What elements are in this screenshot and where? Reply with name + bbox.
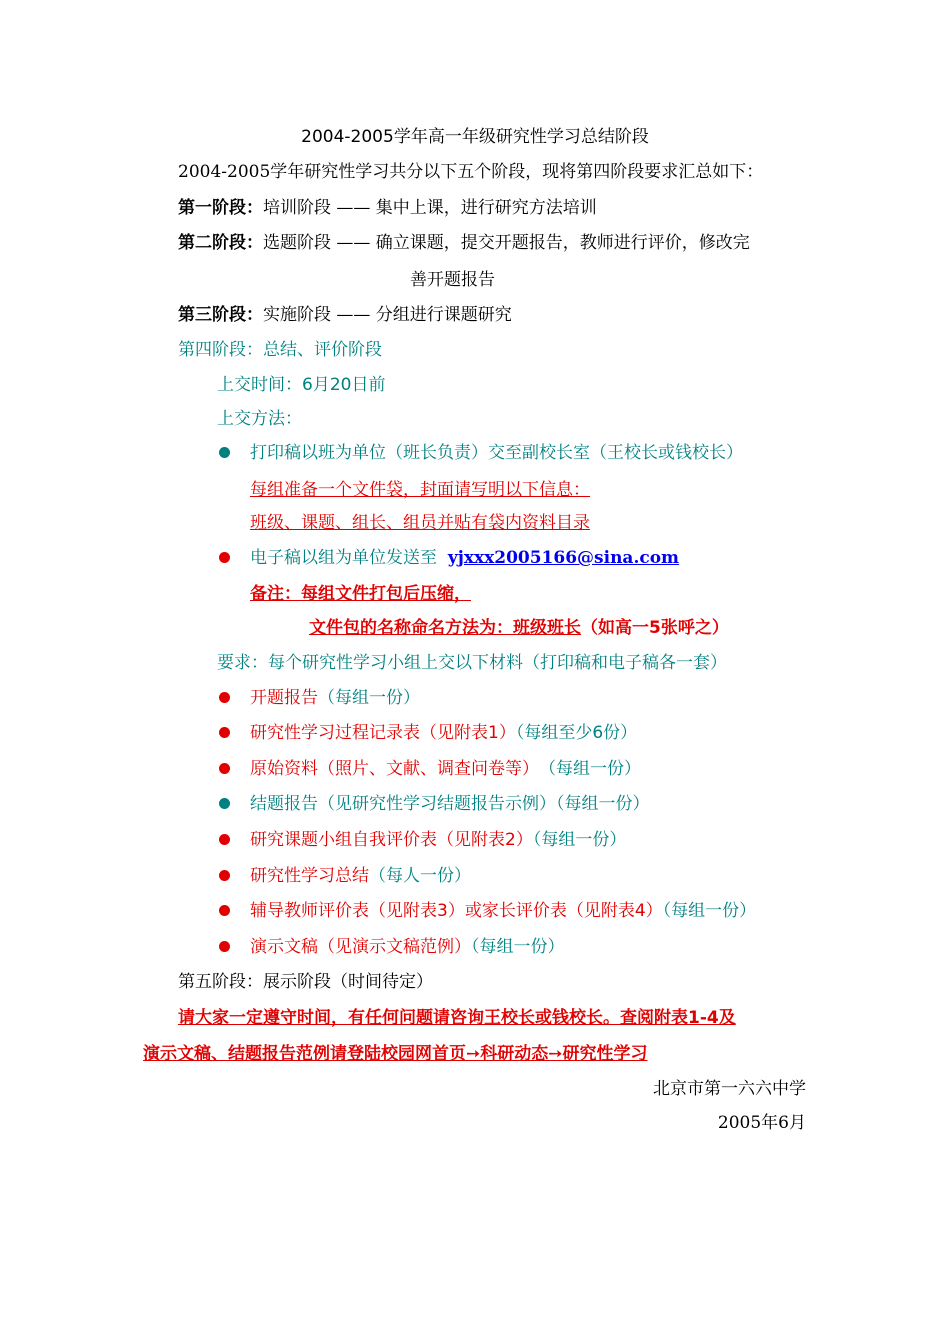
intro-text: 2004-2005学年研究性学习共分以下五个阶段，现将第四阶段要求汇总如下： bbox=[178, 162, 764, 182]
stage1-label: 第一阶段： bbox=[178, 198, 263, 218]
material-name: 结题报告（见研究性学习结题报告示例） bbox=[250, 794, 556, 814]
stage1-line bbox=[178, 196, 597, 220]
bullet-icon bbox=[219, 552, 230, 563]
remark-2-a: 文件包的名称命名方法为：班级班长 bbox=[309, 618, 581, 638]
bullet-icon bbox=[219, 798, 230, 809]
notice-line-2: 演示文稿、结题报告范例请登陆校园网首页➙科研动态➙研究性学习 bbox=[143, 1044, 648, 1064]
stage2-line bbox=[178, 231, 750, 255]
remark-2-b: （如高一5张呼之） bbox=[581, 618, 729, 638]
print-item: 打印稿以班为单位（班长负责）交至副校长室（王校长或钱校长） bbox=[250, 443, 743, 463]
requirement-text: 要求：每个研究性学习小组上交以下材料（打印稿和电子稿各一套） bbox=[217, 653, 727, 673]
material-qty: （每组一份） bbox=[662, 901, 757, 921]
material-name: 开题报告 bbox=[250, 688, 318, 708]
material-qty: （每组一份） bbox=[471, 937, 565, 957]
material-qty: （每人一份） bbox=[369, 866, 471, 886]
stage3-line bbox=[178, 303, 512, 327]
material-item bbox=[250, 757, 641, 781]
material-item bbox=[250, 828, 626, 852]
doc-date: 2005年6月 bbox=[717, 1113, 806, 1133]
material-name: 研究性学习过程记录表（见附表1） bbox=[250, 723, 516, 743]
remark-2 bbox=[309, 616, 729, 640]
stage4-deadline: 上交时间：6月20日前 bbox=[217, 375, 386, 395]
bullet-icon bbox=[219, 941, 230, 952]
bullet-icon bbox=[219, 763, 230, 774]
email-line bbox=[250, 546, 679, 570]
bullet-icon bbox=[219, 905, 230, 916]
material-qty: （每组一份） bbox=[318, 688, 420, 708]
material-item bbox=[250, 792, 650, 816]
stage3-label: 第三阶段： bbox=[178, 305, 263, 325]
material-item bbox=[250, 686, 420, 710]
material-item bbox=[250, 864, 471, 888]
school-name: 北京市第一六六中学 bbox=[653, 1079, 806, 1099]
email-link[interactable]: yjxxx2005166@sina.com bbox=[447, 548, 680, 568]
material-name: 研究性学习总结 bbox=[250, 866, 369, 886]
material-item bbox=[250, 935, 565, 959]
bullet-icon bbox=[219, 727, 230, 738]
stage4-heading: 第四阶段：总结、评价阶段 bbox=[178, 340, 382, 360]
material-qty: （每组至少6份） bbox=[515, 723, 638, 743]
bullet-icon bbox=[219, 692, 230, 703]
material-qty: （每组一份） bbox=[530, 759, 641, 779]
remark-1: 备注：每组文件打包后压缩， bbox=[250, 584, 471, 604]
stage2-text-cont: 善开题报告 bbox=[410, 270, 495, 290]
material-qty: （每组一份） bbox=[532, 830, 627, 850]
notice-line-1: 请大家一定遵守时间，有任何问题请咨询王校长或钱校长。查阅附表1-4及 bbox=[178, 1008, 736, 1028]
stage5-line: 第五阶段：展示阶段（时间待定） bbox=[178, 972, 433, 992]
stage1-text: 培训阶段 —— 集中上课，进行研究方法培训 bbox=[263, 198, 597, 218]
stage4-method-label: 上交方法： bbox=[217, 409, 302, 429]
print-note-2: 班级、课题、组长、组员并贴有袋内资料目录 bbox=[250, 513, 590, 533]
doc-title: 2004-2005学年高一年级研究性学习总结阶段 bbox=[301, 127, 649, 147]
material-item bbox=[250, 899, 756, 923]
email-prefix: 电子稿以组为单位发送至 bbox=[250, 548, 437, 568]
print-note-1: 每组准备一个文件袋，封面请写明以下信息： bbox=[250, 480, 590, 500]
stage3-text: 实施阶段 —— 分组进行课题研究 bbox=[263, 305, 512, 325]
material-name: 研究课题小组自我评价表（见附表2） bbox=[250, 830, 533, 850]
material-name: 原始资料（照片、文献、调查问卷等） bbox=[250, 759, 531, 779]
stage2-text: 选题阶段 —— 确立课题，提交开题报告，教师进行评价，修改完 bbox=[263, 233, 750, 253]
bullet-icon bbox=[219, 834, 230, 845]
bullet-icon bbox=[219, 447, 230, 458]
stage2-label: 第二阶段： bbox=[178, 233, 263, 253]
material-qty: （每组一份） bbox=[556, 794, 650, 814]
material-name: 演示文稿（见演示文稿范例） bbox=[250, 937, 471, 957]
material-name: 辅导教师评价表（见附表3）或家长评价表（见附表4） bbox=[250, 901, 663, 921]
material-item bbox=[250, 721, 637, 745]
bullet-icon bbox=[219, 870, 230, 881]
